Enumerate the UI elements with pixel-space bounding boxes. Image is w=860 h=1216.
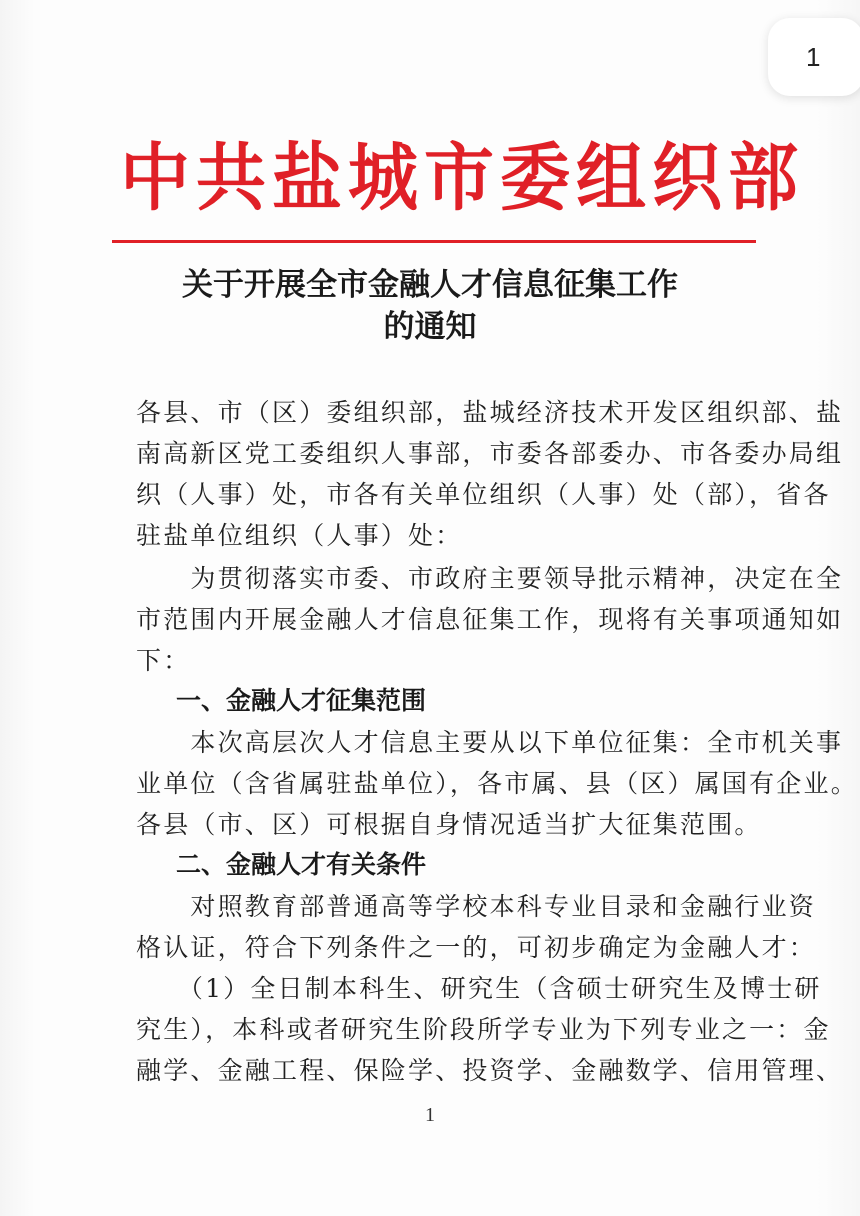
section-1-line: 本次高层次人才信息主要从以下单位征集：全市机关事	[136, 728, 844, 757]
section-1-line: 业单位（含省属驻盐单位），各市属、县（区）属国有企业。	[136, 769, 858, 798]
issuing-authority-masthead: 中共盐城市委组织部	[120, 134, 804, 222]
section-2-line: 格认证，符合下列条件之一的，可初步确定为金融人才：	[136, 933, 817, 962]
section-2-line: 究生），本科或者研究生阶段所学专业为下列专业之一：金	[136, 1015, 831, 1044]
section-2-line: 融学、金融工程、保险学、投资学、金融数学、信用管理、	[136, 1056, 844, 1085]
salutation-line: 南高新区党工委组织人事部，市委各部委办、市各委办局组	[136, 439, 844, 468]
intro-line: 为贯彻落实市委、市政府主要领导批示精神，决定在全	[136, 564, 844, 593]
section-2-line: 对照教育部普通高等学校本科专业目录和金融行业资	[136, 892, 817, 921]
intro-line: 下：	[136, 646, 191, 675]
red-divider-line	[112, 240, 756, 243]
document-title	[100, 264, 760, 348]
section-2-line: （1）全日制本科生、研究生（含硕士研究生及博士研	[136, 974, 822, 1003]
section-2-heading: 二、金融人才有关条件	[176, 850, 427, 879]
salutation-line: 各县、市（区）委组织部，盐城经济技术开发区组织部、盐	[136, 398, 844, 427]
salutation-line: 驻盐单位组织（人事）处：	[136, 521, 463, 550]
title-line-1: 关于开展全市金融人才信息征集工作	[182, 267, 678, 303]
title-line-2: 的通知	[383, 309, 477, 345]
section-1-heading: 一、金融人才征集范围	[176, 686, 427, 715]
section-1-line: 各县（市、区）可根据自身情况适当扩大征集范围。	[136, 810, 762, 839]
page-indicator-badge: 1	[768, 18, 860, 96]
intro-line: 市范围内开展金融人才信息征集工作，现将有关事项通知如	[136, 605, 844, 634]
salutation-line: 织（人事）处，市各有关单位组织（人事）处（部），省各	[136, 480, 831, 509]
page-number: 1	[425, 1104, 435, 1126]
